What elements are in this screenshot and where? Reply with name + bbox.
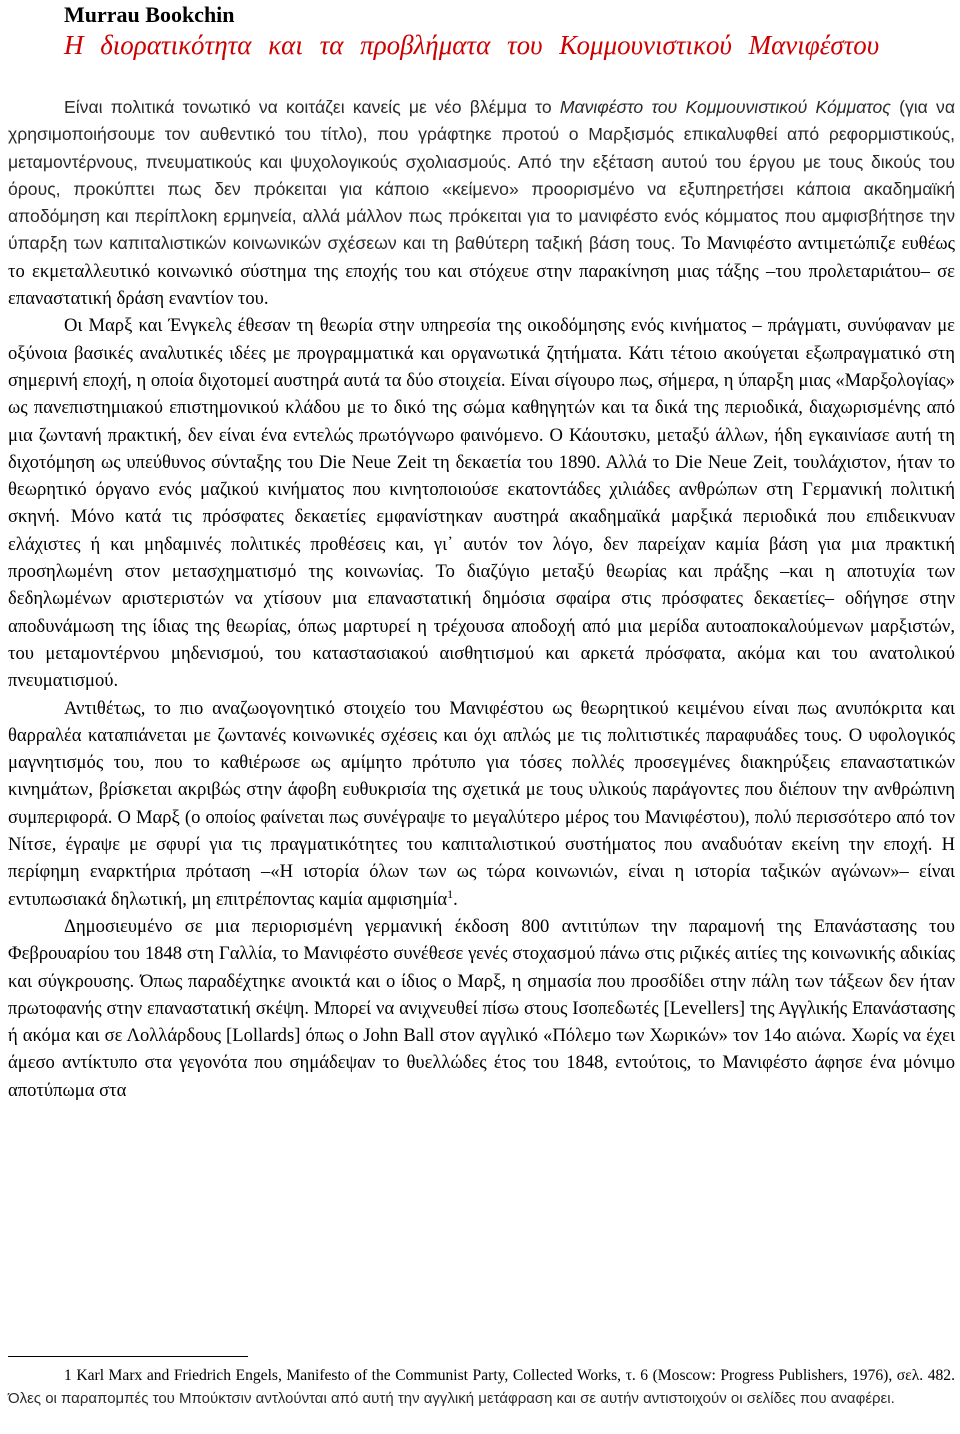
footnote-marker[interactable]: 1 (447, 886, 454, 901)
footnote-part1: 1 Karl Marx and Friedrich Engels, Manifesto of the Communist Party, Collected Works, τ. 6 (Moscow: Progress Publishers, 1976), σελ. 482. (64, 1367, 955, 1384)
document-title: Η διορατικότητα και τα προβλήματα του Κομμουνιστικού Μανιφέστου (64, 30, 880, 60)
document-page (8, 0, 956, 1407)
paragraph-intro (8, 94, 955, 312)
intro-text-part1: Είναι πολιτικά τονωτικό να κοιτάζει κανείς με νέο βλέμμα το (64, 97, 560, 117)
paragraph-marx-engels (8, 312, 955, 694)
para2-text-part2: Κάτι τέτοιο ακούγεται εξωπραγματικό στη σημερινή εποχή, η οποία διχοτομεί αυστηρά αυτά τα δύο στοιχεία. Είναι σίγουρο πως, σήμερα, η ύπαρξη μιας «Μαρξολογίας» ως πανεπιστημιακού επιστημονικού κλάδου με το δικό της σώμα καθηγητών και τα δικά της περιοδικά, διαχωρισμένης από μια ζωντανή πρακτική, δεν είναι ένα εντελώς πρωτόγνωρο φαινόμενο. Ο Κάουτσκυ, μεταξύ άλλων, ήδη εγκαινίασε αυτή τη διχοτόμηση ως υπεύθυνος σύνταξης του Die Neue Zeit τη δεκαετία του 1890. Αλλά το Die Neue Zeit, τουλάχιστον, ήταν το θεωρητικό όργανο ενός μαζικού κινήματος που κινητοποιούσε εκατοντάδες χιλιάδες ανθρώπων στη Γερμανική πολιτική σκηνή. Μόνο κατά τις πρόσφατες δεκαετίες εμφανίστηκαν αυστηρά ακαδημαϊκά μαρξικά περιοδικά που επιδεικνυαν ελάχιστες ή και μηδαμινές πολιτικές προθέσεις και, γι᾽ αυτόν τον λόγο, δεν παρείχαν καμία βάση για μια πρακτική προσηλωμένη στον μετασχηματισμό της κοινωνίας. Το διαζύγιο μεταξύ θεωρίας και πράξης –και η αποτυχία των δεδηλωμένων αριστεριστών να χτίσουν μια επαναστατική δημόσια σφαίρα στις πρόσφατες δεκαετίες– οδήγησε στην αποδυνάμωση της ίδιας της θεωρίας, όπως μαρτυρεί η τρέχουσα αποδοχή από μια μερίδα αυτοαποκαλούμενων μαρξιστών, του μεταμοντέρνου μηδενισμού, του καταστασιακού αισθητισμού και αρκετά πρόσφατα, ακόμα και του ανατολικού πνευματισμού. (8, 342, 955, 692)
footnote-part2: Όλες οι παραπομπές του Μπούκτσιν αντλούνται από αυτή την αγγλική μετάφραση και σε αυτήν αντιστοιχούν οι σελίδες που αναφέρει. (8, 1390, 895, 1407)
para3-end: . (453, 888, 458, 910)
footnote-divider (8, 1356, 248, 1357)
author-name: Murrau Bookchin (64, 2, 235, 27)
para3-text: Αντιθέτως, το πιο αναζωογονητικό στοιχείο του Μανιφέστου ως θεωρητικού κειμένου είναι πως ανυπόκριτα και θαρραλέα καταπιάνεται με ζωντανές κοινωνικές σχέσεις και όχι απλώς με τις πολιτιστικές παραφυάδες τους. Ο υφολογικός μαγνητισμός του, που το καθιέρωσε ως αμίμητο πρότυπο για τόσες πολλές προσεγμένες διακηρύξεις επαναστατικών κινημάτων, βρίσκεται ακριβώς στην άφοβη ευθυκρισία της σχετικά με τους υλικούς παράγοντες που διέπουν την ανθρώπινη συμπεριφορά. Ο Μαρξ (ο οποίος φαίνεται πως συνέγραψε το μεγαλύτερο μέρος του Μανιφέστου), πολύ περισσότερο από τον Νίτσε, έγραψε με σφυρί για τις πραγματικότητες του καπιταλιστικού συστήματος που αναδυόταν εκείνη την εποχή. Η περίφημη εναρκτήρια πρόταση –«Η ιστορία όλων των ως τώρα κοινωνιών, είναι η ιστορία ταξικών αγώνων»– είναι εντυπωσιακά δηλωτική, μη επιτρέποντας καμία αμφισημία (8, 697, 955, 910)
paragraph-publication (8, 913, 955, 1104)
intro-text-part2: (για να χρησιμοποιήσουμε τον αυθεντικό του τίτλο), που γράφτηκε προτού ο Μαρξισμός επικαλυφθεί από ρεφορμιστικούς, μεταμοντέρνους, πνευματικούς και ψυχολογικούς σχολιασμούς. Από την εξέταση αυτού του έργου με τους δικούς του όρους, προκύπτει πως δεν πρόκειται για κάποιο «κείμενο» προορισμένο να εξυπηρετήσει κάποια ακαδημαϊκή αποδόμηση και περίπλοκη ερμηνεία, αλλά μάλλον πως πρόκειται για το μανιφέστο ενός κόμματος που αμφισβήτησε την ύπαρξη των καπιταλιστικών κοινωνικών σχέσεων και τη βαθύτερη ταξική βάση τους. (8, 97, 956, 254)
paragraph-manifesto-style (8, 695, 955, 913)
intro-text-part3: Το Μανιφέστο αντιμετώπιζε ευθέως το εκμεταλλευτικό κοινωνικό σύστημα της εποχής του και στόχευε στην παρακίνηση μιας τάξης –του προλεταριάτου– σε επαναστατική δράση εναντίον του. (8, 233, 955, 310)
para2-text-part1: Οι Μαρξ και Ένγκελς έθεσαν τη θεωρία στην υπηρεσία της οικοδόμησης ενός κινήματος – πράγματι, συνύφαναν με οξύνοια βασικές αναλυτικές ιδέες με προγραμματικά και οργανωτικά ζητήματα. (8, 315, 955, 364)
para4-text: Δημοσιευμένο σε μια περιορισμένη γερμανική έκδοση 800 αντιτύπων την παραμονή της Επανάστασης του Φεβρουαρίου του 1848 στη Γαλλία, το Μανιφέστο συνέθεσε γενές στοχασμού πάνω στις ριζικές αιτίες της κοινωνικής αδικίας και σύγκρουσης. Όπως παραδέχτηκε ανοικτά και ο ίδιος ο Μαρξ, η σημασία που προσδίδει στην πάλη των τάξεων δεν ήταν πρωτοφανής στην επαναστατική σκέψη. Μπορεί να ανιχνευθεί πίσω στους Ισοπεδωτές [Levellers] της Αγγλικής Επανάστασης ή ακόμα και σε Λολλάρδους [Lollards] όπως ο John Ball στον αγγλικό «Πόλεμο των Χωρικών» τον 14ο αιώνα. Χωρίς να έχει άμεσο αντίκτυπο στα γεγονότα που σημάδεψαν το θυελλώδες έτος του 1848, εντούτοις, το Μανιφέστο άφησε ένα μόνιμο αποτύπωμα στα (8, 915, 955, 1101)
footnote (8, 1364, 955, 1410)
intro-text-italic-title: Μανιφέστο του Κομμουνιστικού Κόμματος (559, 97, 891, 117)
body-text (8, 94, 955, 1104)
